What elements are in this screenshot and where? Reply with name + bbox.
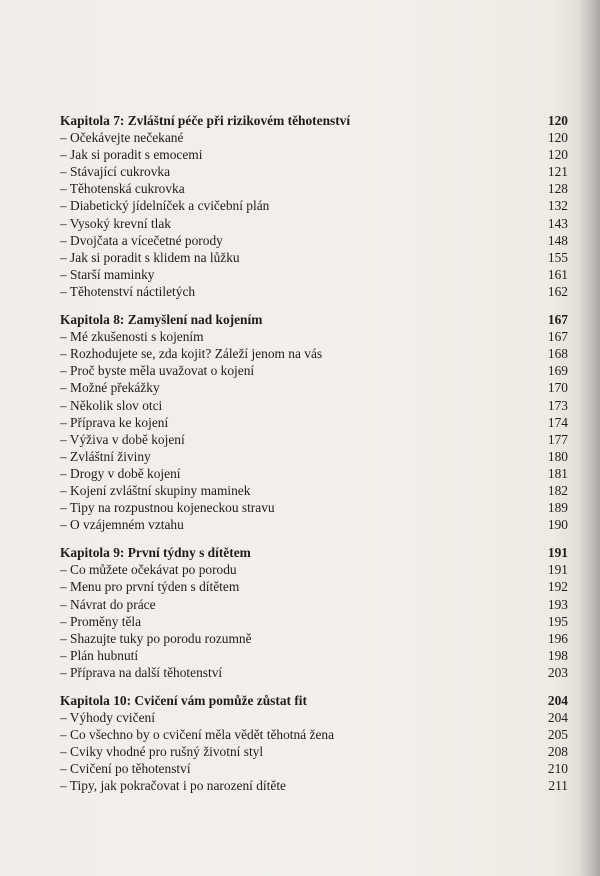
entry-label: – Cvičení po těhotenství: [60, 761, 191, 777]
entry-page-number: 189: [547, 500, 568, 516]
entry-page-number: 210: [547, 761, 568, 777]
entry-page-number: 191: [547, 562, 568, 578]
entry-label: – Tipy, jak pokračovat i po narození dítěte: [60, 778, 286, 794]
entry-label: – Proč byste měla uvažovat o kojení: [60, 363, 255, 379]
chapter-heading: [60, 112, 568, 129]
entry-page-number: 190: [547, 517, 568, 533]
chapter-page-number: 191: [547, 545, 568, 561]
toc-entry: [60, 197, 568, 214]
entry-label: – Jak si poradit s klidem na lůžku: [60, 249, 240, 265]
toc-entry: [60, 726, 568, 743]
chapter-7: [60, 112, 568, 300]
toc-entry: [60, 431, 568, 448]
entry-label: – Výživa v době kojení: [60, 431, 185, 447]
toc-entry: [60, 249, 568, 266]
toc-entry: [60, 345, 568, 362]
toc-entry: [60, 163, 568, 180]
toc-entry: [60, 465, 568, 482]
entry-page-number: 193: [547, 596, 568, 612]
entry-page-number: 208: [547, 744, 568, 760]
entry-page-number: 143: [547, 215, 568, 231]
entry-page-number: 121: [547, 164, 568, 180]
entry-label: – Příprava ke kojení: [60, 414, 169, 430]
toc-entry: [60, 397, 568, 414]
entry-page-number: 167: [547, 329, 568, 345]
entry-page-number: 155: [547, 249, 568, 265]
toc-entry: [60, 129, 568, 146]
entry-label: – Vysoký krevní tlak: [60, 215, 171, 231]
entry-page-number: 181: [547, 465, 568, 481]
entry-label: – Výhody cvičení: [60, 710, 155, 726]
entry-page-number: 196: [547, 630, 568, 646]
toc-entry: [60, 596, 568, 613]
chapter-page-number: 120: [547, 113, 568, 128]
entry-page-number: 211: [548, 778, 568, 794]
chapter-heading: [60, 544, 568, 561]
entry-label: – Očekávejte nečekané: [60, 130, 184, 146]
entry-page-number: 120: [547, 147, 568, 163]
toc-entry: [60, 709, 568, 726]
entry-label: – Co můžete očekávat po porodu: [60, 562, 237, 578]
toc-entry: [60, 283, 568, 300]
entry-label: – Možné překážky: [60, 380, 160, 396]
toc-entry: [60, 760, 568, 777]
entry-page-number: 168: [547, 346, 568, 362]
entry-page-number: 170: [547, 380, 568, 396]
toc-entry: [60, 630, 568, 647]
entry-label: – Diabetický jídelníček a cvičební plán: [60, 198, 270, 214]
table-of-contents: [60, 112, 568, 806]
entry-label: – Co všechno by o cvičení měla vědět těhotná žena: [60, 727, 335, 743]
entry-label: – Několik slov otci: [60, 397, 163, 413]
entry-page-number: 192: [547, 579, 568, 595]
entry-page-number: 148: [547, 232, 568, 248]
entry-label: – Plán hubnutí: [60, 647, 139, 663]
chapter-8: [60, 311, 568, 533]
chapter-title: Kapitola 8: Zamyšlení nad kojením: [60, 312, 263, 328]
chapter-9: [60, 544, 568, 681]
entry-label: – O vzájemném vztahu: [60, 517, 184, 533]
toc-entry: [60, 414, 568, 431]
toc-entry: [60, 647, 568, 664]
toc-entry: [60, 328, 568, 345]
entry-page-number: 195: [547, 613, 568, 629]
entry-label: – Stávající cukrovka: [60, 164, 171, 180]
chapter-page-number: 204: [547, 693, 568, 708]
entry-label: – Těhotenská cukrovka: [60, 181, 185, 197]
toc-entry: [60, 499, 568, 516]
toc-entry: [60, 613, 568, 630]
entry-page-number: 205: [547, 727, 568, 743]
entry-page-number: 182: [547, 482, 568, 498]
entry-page-number: 128: [547, 181, 568, 197]
toc-entry: [60, 578, 568, 595]
entry-label: – Dvojčata a vícečetné porody: [60, 232, 223, 248]
entry-page-number: 204: [547, 710, 568, 726]
toc-entry: [60, 482, 568, 499]
entry-page-number: 162: [547, 283, 568, 299]
toc-entry: [60, 180, 568, 197]
entry-label: – Kojení zvláštní skupiny maminek: [60, 482, 251, 498]
toc-entry: [60, 215, 568, 232]
toc-entry: [60, 266, 568, 283]
toc-entry: [60, 448, 568, 465]
entry-label: – Shazujte tuky po porodu rozumně: [60, 630, 252, 646]
toc-entry: [60, 362, 568, 379]
toc-entry: [60, 664, 568, 681]
toc-entry: [60, 777, 568, 794]
chapter-title: Kapitola 10: Cvičení vám pomůže zůstat fit: [60, 693, 307, 708]
entry-page-number: 177: [547, 431, 568, 447]
chapter-heading: [60, 692, 568, 709]
entry-label: – Zvláštní živiny: [60, 448, 151, 464]
toc-entry: [60, 232, 568, 249]
toc-entry: [60, 146, 568, 163]
entry-label: – Návrat do práce: [60, 596, 156, 612]
chapter-page-number: 167: [547, 312, 568, 328]
entry-label: – Cviky vhodné pro rušný životní styl: [60, 744, 264, 760]
entry-page-number: 169: [547, 363, 568, 379]
entry-page-number: 174: [547, 414, 568, 430]
entry-page-number: 180: [547, 448, 568, 464]
entry-label: – Těhotenství náctiletých: [60, 283, 196, 299]
chapter-heading: [60, 311, 568, 328]
toc-entry: [60, 743, 568, 760]
entry-page-number: 120: [547, 130, 568, 146]
toc-entry: [60, 379, 568, 396]
entry-page-number: 173: [547, 397, 568, 413]
chapter-title: Kapitola 9: První týdny s dítětem: [60, 545, 251, 561]
chapter-10: [60, 692, 568, 795]
chapter-title: Kapitola 7: Zvláštní péče při rizikovém těhotenství: [60, 113, 351, 128]
entry-label: – Jak si poradit s emocemi: [60, 147, 203, 163]
entry-label: – Starší maminky: [60, 266, 155, 282]
entry-page-number: 132: [547, 198, 568, 214]
entry-page-number: 203: [547, 664, 568, 680]
toc-entry: [60, 561, 568, 578]
entry-page-number: 198: [547, 647, 568, 663]
entry-page-number: 161: [547, 266, 568, 282]
page-edge-shadow: [578, 0, 600, 876]
entry-label: – Menu pro první týden s dítětem: [60, 579, 240, 595]
entry-label: – Mé zkušenosti s kojením: [60, 329, 204, 345]
entry-label: – Drogy v době kojení: [60, 465, 181, 481]
entry-label: – Rozhodujete se, zda kojit? Záleží jenom na vás: [60, 346, 323, 362]
toc-entry: [60, 516, 568, 533]
entry-label: – Tipy na rozpustnou kojeneckou stravu: [60, 500, 275, 516]
entry-label: – Proměny těla: [60, 613, 142, 629]
entry-label: – Příprava na další těhotenství: [60, 664, 223, 680]
